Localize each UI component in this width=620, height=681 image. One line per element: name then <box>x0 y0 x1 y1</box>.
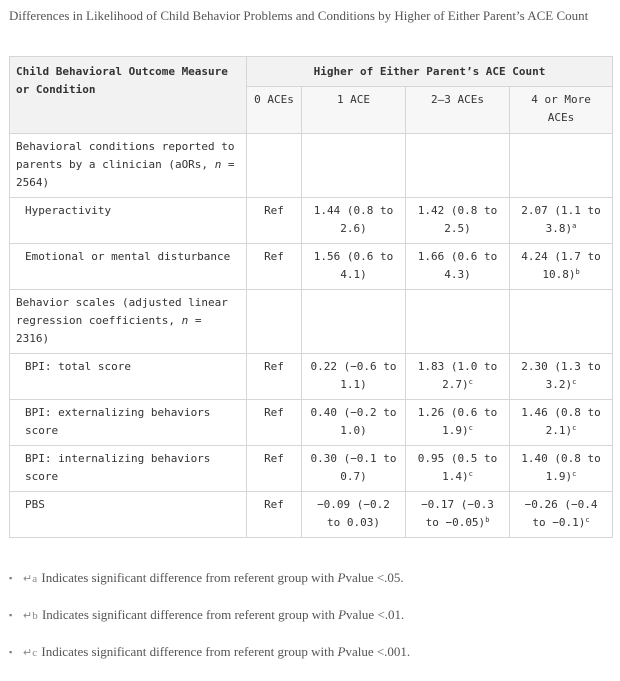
cell-value: 1.42 (0.8 to 2.5) <box>417 204 498 235</box>
empty-cell <box>510 134 613 198</box>
bullet-icon: ▪ <box>9 573 13 583</box>
data-cell <box>510 244 613 290</box>
bullet-icon: ▪ <box>9 647 13 657</box>
n-symbol: n <box>181 314 189 327</box>
row-header-cell: Child Behavioral Outcome Measure or Condition <box>10 57 247 134</box>
data-cell <box>247 446 302 492</box>
cell-value: 1.40 (0.8 to 1.9) <box>521 452 601 483</box>
p-symbol: P <box>337 570 346 585</box>
data-cell <box>302 198 406 244</box>
empty-cell <box>406 290 510 354</box>
footnote-marker: c <box>572 378 577 386</box>
footnote-threshold: value <.001. <box>345 644 411 659</box>
footnote-marker: b <box>575 268 580 276</box>
data-cell <box>247 198 302 244</box>
table-footnotes <box>9 570 609 681</box>
footnote-marker: b <box>485 516 490 524</box>
footnote-threshold: value <.05. <box>345 570 404 585</box>
data-cell <box>302 492 406 538</box>
data-cell <box>510 198 613 244</box>
cell-value: −0.26 (−0.4 to −0.1) <box>524 498 598 529</box>
empty-cell <box>406 134 510 198</box>
cell-value: 1.26 (0.6 to 1.9) <box>417 406 498 437</box>
cell-value: 4.24 (1.7 to 10.8) <box>521 250 601 281</box>
row-label: PBS <box>10 492 247 538</box>
row-label: Emotional or mental disturbance <box>10 244 247 290</box>
p-symbol: P <box>338 607 347 622</box>
data-cell <box>406 492 510 538</box>
n-symbol: n <box>214 158 222 171</box>
return-arrow-icon[interactable]: ↵a <box>23 573 38 585</box>
table-row <box>10 244 613 290</box>
p-symbol: P <box>337 644 346 659</box>
footnote-b <box>9 607 609 644</box>
header-row-1 <box>10 57 613 87</box>
data-cell <box>247 244 302 290</box>
cell-value: 1.46 (0.8 to 2.1) <box>521 406 601 437</box>
data-cell <box>302 354 406 400</box>
data-cell <box>510 446 613 492</box>
footnote-marker: c <box>572 470 577 478</box>
data-cell <box>406 244 510 290</box>
table-row <box>10 400 613 446</box>
column-header-1-ace: 1 ACE <box>302 87 406 134</box>
section-label-text: Behavior scales (adjusted linear regression coefficients, <box>16 296 228 327</box>
section-row <box>10 290 613 354</box>
footnote-marker: a <box>572 222 577 230</box>
cell-value: 0.95 (0.5 to 1.4) <box>417 452 498 483</box>
table-caption: Differences in Likelihood of Child Behavior Problems and Conditions by Higher of Either Parent’s ACE Count <box>9 8 589 23</box>
section-label-sample: = 2316) <box>16 314 202 345</box>
cell-value: 0.40 (−0.2 to 1.0) <box>310 406 397 437</box>
row-label: BPI: externalizing behaviors score <box>10 400 247 446</box>
footnote-text: Indicates significant difference from referent group with <box>41 607 339 622</box>
section-label <box>10 134 247 198</box>
table-body <box>10 134 613 538</box>
data-cell <box>247 492 302 538</box>
footnote-threshold: value <.01. <box>346 607 405 622</box>
cell-value: Ref <box>264 406 284 419</box>
column-header-0-aces: 0 ACEs <box>247 87 302 134</box>
footnote-a <box>9 570 609 607</box>
data-cell <box>302 446 406 492</box>
row-label: Hyperactivity <box>10 198 247 244</box>
data-cell <box>510 492 613 538</box>
cell-value: 1.83 (1.0 to 2.7) <box>417 360 498 391</box>
footnote-c <box>9 644 609 681</box>
group-header-cell: Higher of Either Parent’s ACE Count <box>247 57 613 87</box>
cell-value: Ref <box>264 360 284 373</box>
footnote-text: Indicates significant difference from referent group with <box>41 644 338 659</box>
table-row <box>10 198 613 244</box>
row-label: BPI: total score <box>10 354 247 400</box>
column-header-2-3-aces: 2–3 ACEs <box>406 87 510 134</box>
cell-value: Ref <box>264 498 284 511</box>
data-cell <box>406 198 510 244</box>
ace-results-table <box>9 56 613 538</box>
cell-value: 1.44 (0.8 to 2.6) <box>313 204 394 235</box>
cell-value: 1.56 (0.6 to 4.1) <box>313 250 394 281</box>
section-row <box>10 134 613 198</box>
table-row <box>10 446 613 492</box>
cell-value: Ref <box>264 452 284 465</box>
section-label <box>10 290 247 354</box>
row-label: BPI: internalizing behaviors score <box>10 446 247 492</box>
table-row <box>10 492 613 538</box>
data-cell <box>406 354 510 400</box>
cell-value: 0.22 (−0.6 to 1.1) <box>310 360 397 391</box>
data-cell <box>406 446 510 492</box>
table-row <box>10 354 613 400</box>
empty-cell <box>247 290 302 354</box>
cell-value: 0.30 (−0.1 to 0.7) <box>310 452 397 483</box>
footnote-marker: c <box>468 378 473 386</box>
section-label-text: Behavioral conditions reported to parents by a clinician (aORs, <box>16 140 235 171</box>
footnote-marker: c <box>585 516 590 524</box>
return-arrow-icon[interactable]: ↵c <box>23 647 38 659</box>
footnote-marker: c <box>572 424 577 432</box>
empty-cell <box>302 290 406 354</box>
cell-value: Ref <box>264 250 284 263</box>
footnote-marker: c <box>468 470 473 478</box>
cell-value: 1.66 (0.6 to 4.3) <box>417 250 498 281</box>
footnote-marker: c <box>468 424 473 432</box>
cell-value: Ref <box>264 204 284 217</box>
empty-cell <box>302 134 406 198</box>
cell-value: −0.17 (−0.3 to −0.05) <box>421 498 494 529</box>
empty-cell <box>247 134 302 198</box>
data-cell <box>302 400 406 446</box>
cell-value: −0.09 (−0.2 to 0.03) <box>317 498 390 529</box>
cell-value: 2.07 (1.1 to 3.8) <box>521 204 601 235</box>
section-label-sample: = 2564) <box>16 158 235 189</box>
cell-value: 2.30 (1.3 to 3.2) <box>521 360 601 391</box>
data-cell <box>510 354 613 400</box>
footnote-text: Indicates significant difference from referent group with <box>41 570 338 585</box>
data-cell <box>247 400 302 446</box>
return-arrow-icon[interactable]: ↵b <box>23 610 38 622</box>
data-cell <box>406 400 510 446</box>
column-header-4-or-more-aces: 4 or More ACEs <box>510 87 613 134</box>
empty-cell <box>510 290 613 354</box>
bullet-icon: ▪ <box>9 610 13 620</box>
data-cell <box>247 354 302 400</box>
table-header <box>10 57 613 134</box>
data-cell <box>510 400 613 446</box>
data-cell <box>302 244 406 290</box>
